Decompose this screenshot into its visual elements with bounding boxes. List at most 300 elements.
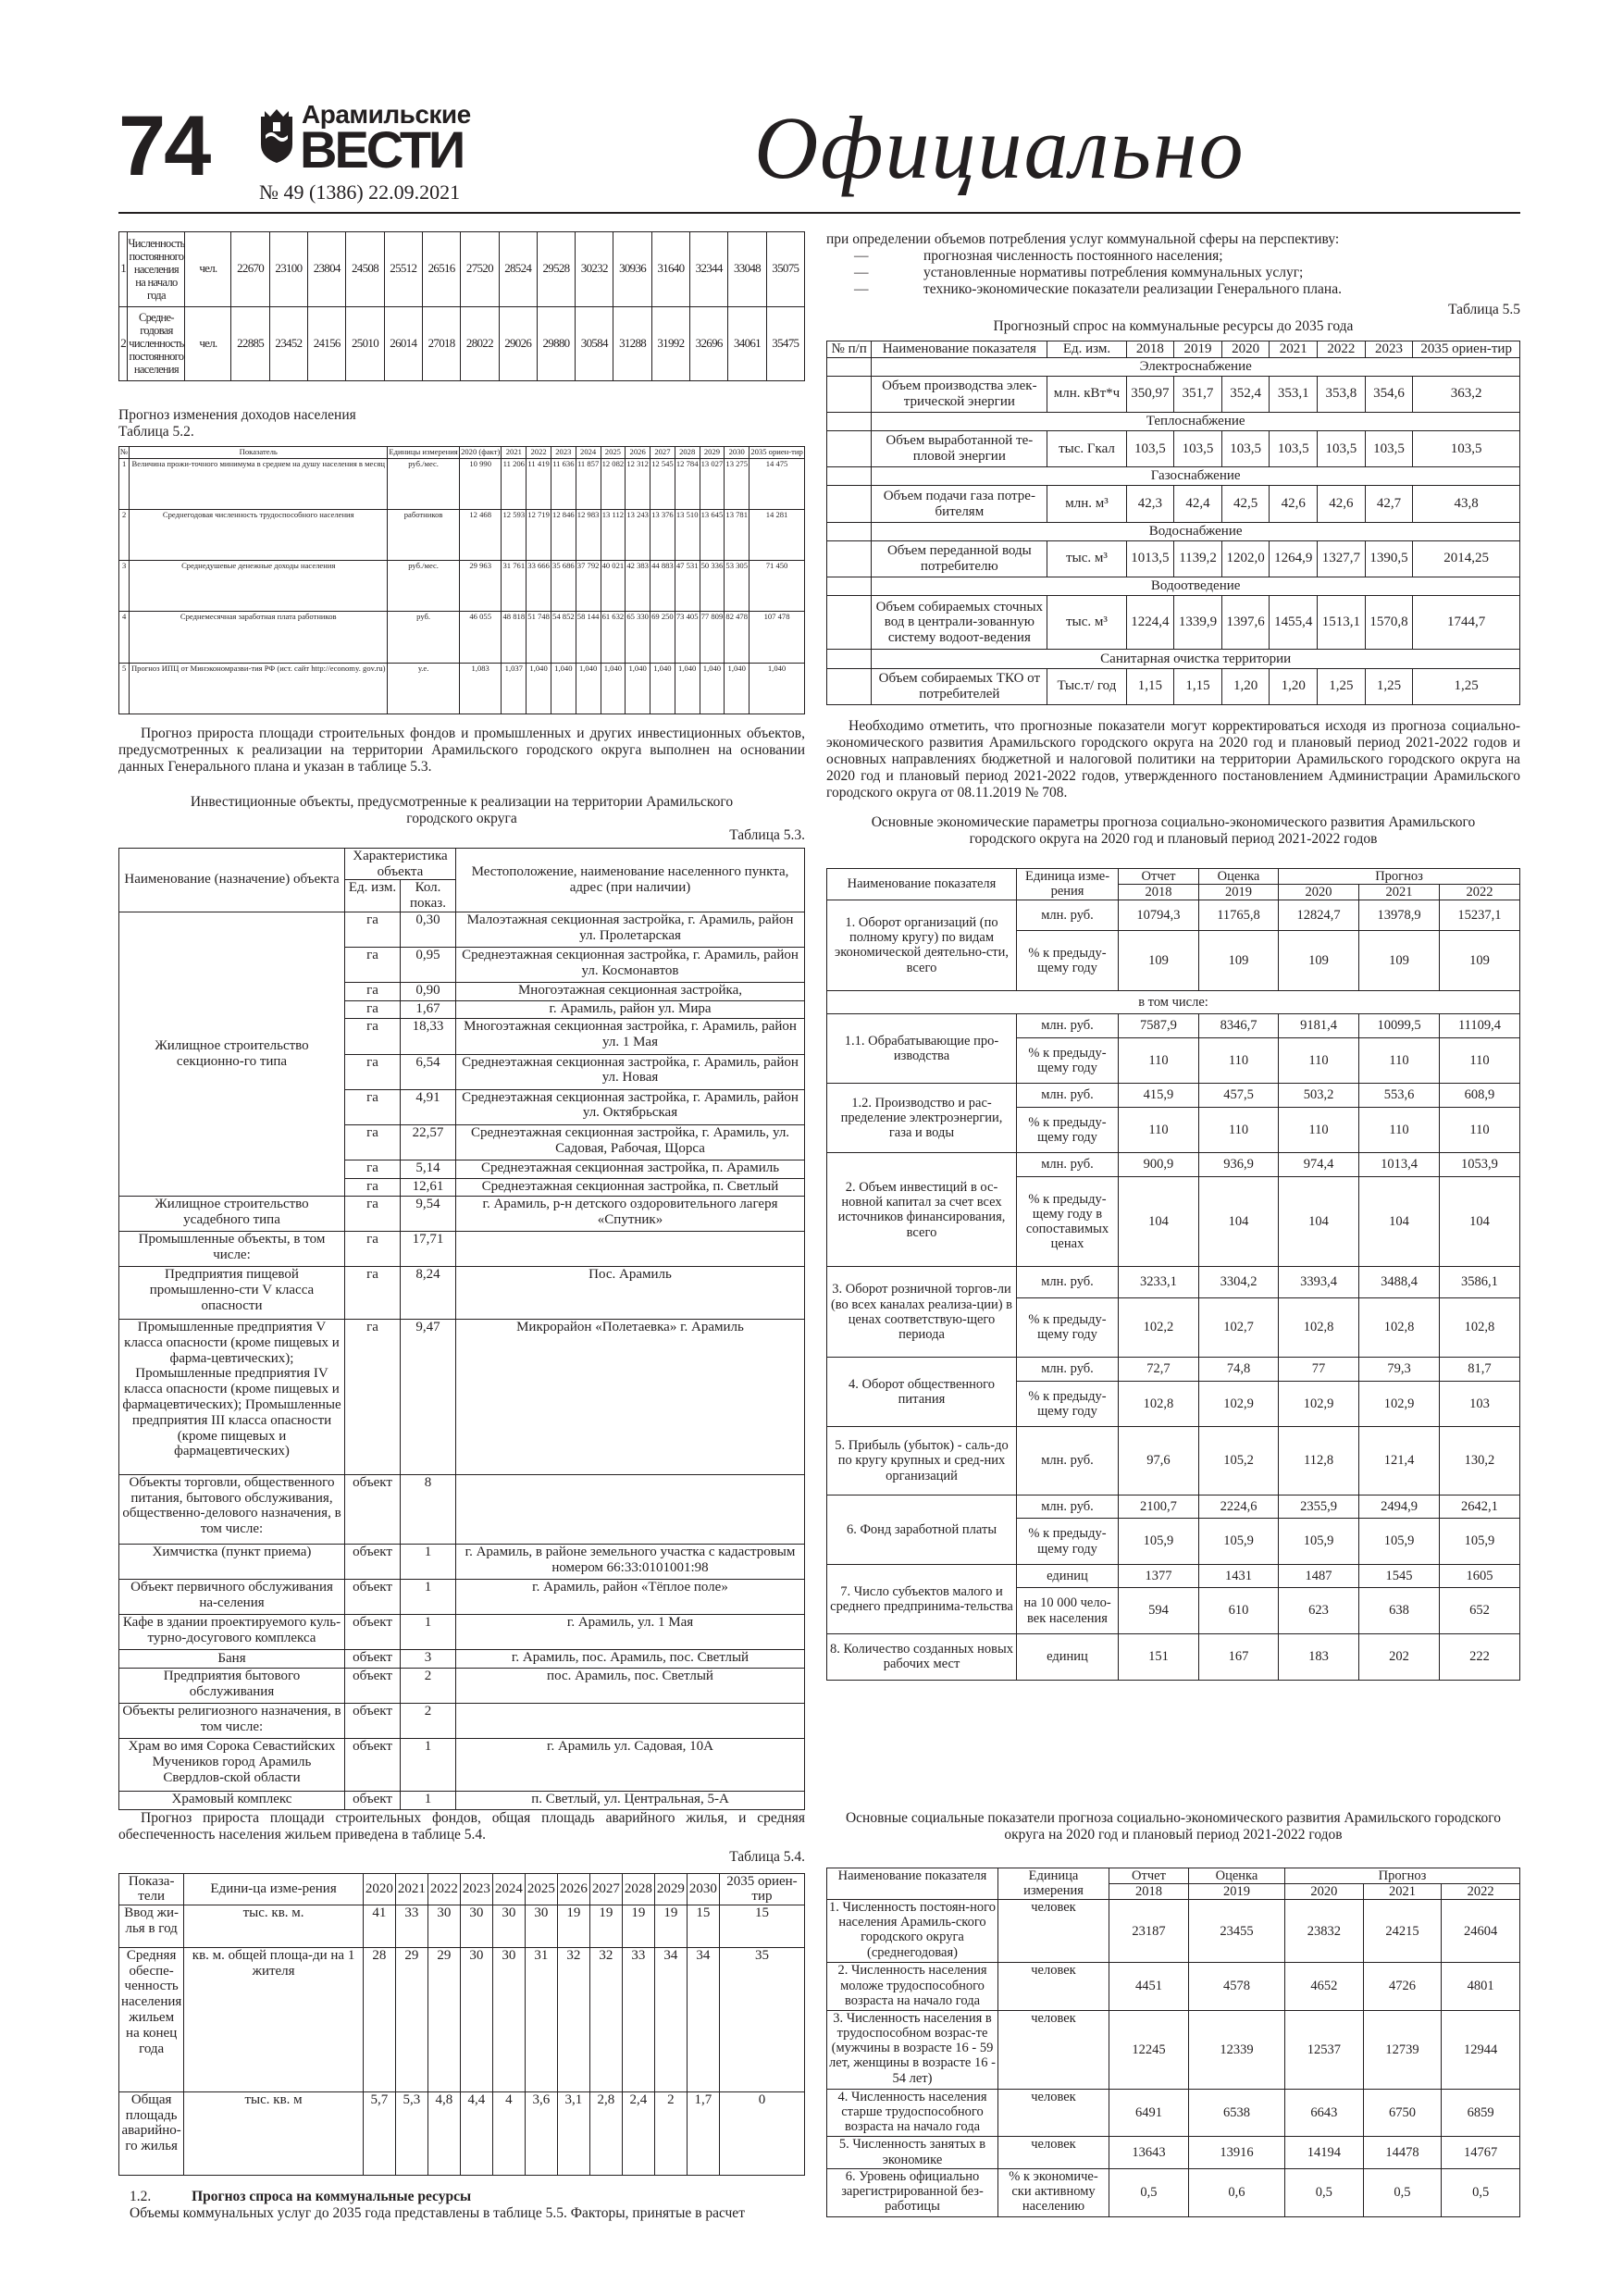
value-cell: 31288 [613, 306, 651, 381]
value-cell: 12339 [1188, 2010, 1284, 2089]
col-header-name: Наименование показателя [827, 868, 1017, 900]
header-row [119, 1873, 805, 1905]
value-cell: 8346,7 [1198, 1014, 1278, 1038]
header-divider [118, 212, 1520, 214]
location-cell: Среднеэтажная секционная застройка, г. Арамиль, район ул. Космонавтов [456, 948, 805, 983]
value-cell: 151 [1119, 1633, 1199, 1680]
value-cell: 222 [1439, 1633, 1519, 1680]
value-cell: 29528 [537, 232, 575, 307]
value-cell: 77 809 [700, 612, 725, 663]
table-row [827, 1633, 1520, 1680]
unit-cell: га [345, 1232, 401, 1267]
value-cell: 105,9 [1198, 1519, 1278, 1565]
column-header: Едини-ца изме-рения [184, 1873, 364, 1905]
objects-table [118, 848, 805, 1810]
value-cell: 25010 [346, 306, 384, 381]
empty-cell [827, 486, 872, 522]
value-cell: 42 383 [626, 561, 650, 612]
group-name: Жилищное строительство секционно-го типа [119, 912, 345, 1196]
value-cell: 6750 [1363, 2089, 1442, 2136]
value-cell: 19 [622, 1905, 654, 1948]
table-row [827, 2169, 1520, 2217]
subheading-cell: в том числе: [827, 990, 1520, 1014]
value-cell: 40 021 [601, 561, 626, 612]
col-header-forecast: Прогноз [1279, 868, 1520, 884]
income-table-label: Таблица 5.2. [118, 423, 194, 440]
value-cell: 104 [1359, 1176, 1440, 1267]
col-header-estimate: Оценка [1188, 1868, 1284, 1883]
value-cell: 0,5 [1285, 2169, 1364, 2217]
column-header: 2019 [1174, 341, 1222, 357]
value-cell: 1264,9 [1270, 540, 1318, 577]
location-cell: г. Арамиль, район «Тёплое поле» [456, 1580, 805, 1615]
section-title: Водоотведение [872, 577, 1520, 595]
col-header-unit: Единица изме-рения [1017, 868, 1119, 900]
value-cell: 104 [1279, 1176, 1359, 1267]
table-row [827, 1963, 1520, 2010]
value-cell: 110 [1279, 1037, 1359, 1084]
column-header: 2022 [427, 1873, 460, 1905]
table-row [119, 1650, 805, 1669]
row-name: Средне-годовая численность постоянного населения [128, 306, 185, 381]
utilities-table-label: Таблица 5.5 [1448, 301, 1520, 317]
row-name: 4. Численность населения старше трудоспособного возраста на начало года [827, 2089, 998, 2136]
value-cell: 1545 [1359, 1564, 1440, 1588]
value-cell: 22670 [231, 232, 269, 307]
value-cell: 2355,9 [1279, 1495, 1359, 1519]
row-name: Объем выработанной те-пловой энергии [872, 431, 1047, 467]
page-number: 74 [118, 99, 210, 193]
value-cell: 6491 [1109, 2089, 1189, 2136]
value-cell: 12739 [1363, 2010, 1442, 2089]
column-header: 2020 [1221, 341, 1270, 357]
unit-cell: га [345, 1267, 401, 1320]
qty-cell: 22,57 [401, 1124, 456, 1160]
row-unit: единиц [1017, 1564, 1119, 1588]
value-cell: 3304,2 [1198, 1267, 1278, 1297]
column-header: Ед. изм. [1047, 341, 1126, 357]
col-header-name: Наименование (назначение) объекта [119, 848, 345, 912]
value-cell: 1,040 [650, 663, 675, 714]
newspaper-logo [257, 100, 479, 179]
value-cell: 109 [1359, 931, 1440, 990]
row-unit: % к предыду-щему году [1017, 1297, 1119, 1357]
value-cell: тыс. кв. м. [184, 1905, 364, 1948]
column-header: 2025 [525, 1873, 557, 1905]
value-cell: руб. [388, 612, 460, 663]
value-cell: 353,1 [1270, 376, 1318, 412]
value-cell: 351,7 [1174, 376, 1222, 412]
value-cell: 34 [687, 1947, 719, 2091]
value-cell: 0 [719, 2091, 804, 2175]
value-cell: 23804 [308, 232, 346, 307]
column-header: Наименование показателя [872, 341, 1047, 357]
unit-cell: га [345, 1197, 401, 1232]
row-unit: млн. руб. [1017, 1084, 1119, 1108]
value-cell: 103,5 [1413, 431, 1520, 467]
row-unit: на 10 000 чело-век населения [1017, 1588, 1119, 1634]
value-cell: 33048 [728, 232, 766, 307]
value-cell: 29026 [499, 306, 537, 381]
table-row [119, 1668, 805, 1703]
empty-cell [827, 467, 872, 486]
value-cell: 33 666 [527, 561, 551, 612]
unit-cell: объект [345, 1544, 401, 1579]
value-cell: 1,040 [700, 663, 725, 714]
value-cell: 35075 [766, 232, 804, 307]
table-row [827, 668, 1520, 704]
section-row [827, 467, 1520, 486]
row-label: Общая площадь аварийно-го жилья [119, 2091, 184, 2175]
value-cell: 1339,9 [1174, 596, 1222, 650]
value-cell: 109 [1439, 931, 1519, 990]
unit-cell: объект [345, 1668, 401, 1703]
row-name: Объем собираемых ТКО от потребителей [872, 668, 1047, 704]
table-row [119, 1320, 805, 1475]
value-cell: 23187 [1109, 1900, 1189, 1963]
row-unit: человек [998, 1963, 1109, 2010]
table-row [827, 1358, 1520, 1382]
row-unit: млн. руб. [1017, 1495, 1119, 1519]
value-cell: 1,25 [1318, 668, 1366, 704]
value-cell: 12 593 [502, 509, 527, 560]
table-row [827, 540, 1520, 577]
value-cell: 109 [1279, 931, 1359, 990]
header-row [119, 446, 805, 458]
section-title: Санитарная очистка территории [872, 650, 1520, 668]
table-row [119, 1267, 805, 1320]
value-cell: 24215 [1363, 1900, 1442, 1963]
value-cell: 1455,4 [1270, 596, 1318, 650]
table-row [827, 900, 1520, 931]
row-name: 3. Оборот розничной торгов-ли (во всех каналах реализа-ции) в ценах соответствую-щего периода [827, 1267, 1017, 1358]
column-header: 2030 [687, 1873, 719, 1905]
section-row [827, 412, 1520, 430]
location-cell: Среднеэтажная секционная застройка, г. Арамиль, ул. Садовая, Рабочая, Щорса [456, 1124, 805, 1160]
row-unit: млн. кВт*ч [1047, 376, 1126, 412]
column-header: 2021 [1270, 341, 1318, 357]
location-cell: Среднеэтажная секционная застройка, п. Светлый [456, 1178, 805, 1197]
value-cell: 29 [427, 1947, 460, 2091]
value-cell: 32 [557, 1947, 589, 2091]
section-title: Прогноз спроса на коммунальные ресурсы [192, 2188, 472, 2204]
value-cell: 12 846 [551, 509, 576, 560]
value-cell: 12 468 [459, 509, 501, 560]
value-cell: 12245 [1109, 2010, 1189, 2089]
value-cell: 110 [1198, 1037, 1278, 1084]
value-cell: 900,9 [1119, 1153, 1199, 1177]
value-cell: 112,8 [1279, 1427, 1359, 1496]
unit-cell: га [345, 1000, 401, 1019]
qty-cell: 1,67 [401, 1000, 456, 1019]
value-cell: 15 [687, 1905, 719, 1948]
row-name: 6. Фонд заработной платы [827, 1495, 1017, 1564]
value-cell: 51 748 [527, 612, 551, 663]
table-row [827, 2089, 1520, 2136]
unit-cell: га [345, 1089, 401, 1124]
value-cell: 110 [1119, 1037, 1199, 1084]
value-cell: 19 [589, 1905, 622, 1948]
objects-table-label: Таблица 5.3. [729, 826, 805, 843]
value-cell: 11 206 [502, 458, 527, 509]
value-cell: 107 478 [750, 612, 805, 663]
value-cell: 1202,0 [1221, 540, 1270, 577]
value-cell: 974,4 [1279, 1153, 1359, 1177]
value-cell: 102,8 [1119, 1381, 1199, 1427]
column-header: 2027 [650, 446, 675, 458]
location-cell: Среднеэтажная секционная застройка, п. Арамиль [456, 1160, 805, 1178]
value-cell: 1139,2 [1174, 540, 1222, 577]
value-cell: 2224,6 [1198, 1495, 1278, 1519]
column-header: 2035 ориен-тир [719, 1873, 804, 1905]
value-cell: 26014 [384, 306, 422, 381]
value-cell: 102,8 [1279, 1297, 1359, 1357]
qty-cell: 1 [401, 1739, 456, 1792]
value-cell: 1,15 [1174, 668, 1222, 704]
row-unit: млн. руб. [1017, 1427, 1119, 1496]
column-header: Единицы измерения [388, 446, 460, 458]
value-cell: 29 963 [459, 561, 501, 612]
unit-cell: объект [345, 1580, 401, 1615]
value-cell: 23455 [1188, 1900, 1284, 1963]
column-header: 2029 [700, 446, 725, 458]
table-row [827, 1153, 1520, 1177]
row-unit: млн. руб. [1017, 1153, 1119, 1177]
value-cell: 1,25 [1413, 668, 1520, 704]
row-name: 1. Численность постоян-ного населения Арамиль-ского городского округа (среднегодовая) [827, 1900, 998, 1963]
value-cell: 102,9 [1279, 1381, 1359, 1427]
value-cell: 4652 [1285, 1963, 1364, 2010]
year-header: 2021 [1363, 1883, 1442, 1899]
row-unit: % к экономиче-ски активному населению [998, 2169, 1109, 2217]
value-cell: 102,9 [1359, 1381, 1440, 1427]
value-cell: 42,4 [1174, 486, 1222, 522]
empty-cell [827, 431, 872, 467]
value-cell: 50 336 [700, 561, 725, 612]
value-cell: 3,6 [525, 2091, 557, 2175]
row-name: 1.2. Производство и рас-пределение электроэнергии, газа и воды [827, 1084, 1017, 1153]
row-unit: % к предыду-щему году [1017, 1037, 1119, 1084]
year-header: 2019 [1188, 1883, 1284, 1899]
value-cell: 47 531 [675, 561, 700, 612]
value-cell: 103,5 [1365, 431, 1413, 467]
value-cell: 13 510 [675, 509, 700, 560]
unit-cell: га [345, 1320, 401, 1475]
value-cell: 30232 [576, 232, 613, 307]
qty-cell: 6,54 [401, 1054, 456, 1089]
col-header-location: Местоположение, наименование населенного пункта, адрес (при наличии) [456, 848, 805, 912]
value-cell: 61 632 [601, 612, 626, 663]
row-name: 4. Оборот общественного питания [827, 1358, 1017, 1427]
qty-cell: 3 [401, 1650, 456, 1669]
column-header: 2035 ориен-тир [750, 446, 805, 458]
table-row [827, 2137, 1520, 2169]
value-cell: 10099,5 [1359, 1014, 1440, 1038]
value-cell: 13 645 [700, 509, 725, 560]
housing-table [118, 1873, 805, 2176]
value-cell: 13 027 [700, 458, 725, 509]
object-name: Объекты религиозного назначения, в том числе: [119, 1704, 345, 1739]
row-label: 2 [119, 509, 130, 560]
location-cell: пос. Арамиль, пос. Светлый [456, 1668, 805, 1703]
value-cell: 15 [719, 1905, 804, 1948]
header-row [827, 341, 1520, 357]
value-cell: 2 [654, 2091, 687, 2175]
value-cell: 33 [622, 1947, 654, 2091]
table-row [119, 912, 805, 947]
location-cell [456, 1704, 805, 1739]
empty-cell [827, 650, 872, 668]
value-cell: 1,25 [1365, 668, 1413, 704]
location-cell: Среднеэтажная секционная застройка, г. Арамиль, район ул. Новая [456, 1054, 805, 1089]
value-cell: 1397,6 [1221, 596, 1270, 650]
row-unit: тыс. Гкал [1047, 431, 1126, 467]
qty-cell: 2 [401, 1668, 456, 1703]
value-cell: 1,040 [675, 663, 700, 714]
table-row [119, 1905, 805, 1948]
row-unit: тыс. м³ [1047, 540, 1126, 577]
value-cell: Величина прожи-точного минимума в среднем на душу населения в месяц [130, 458, 388, 509]
column-header: 2024 [492, 1873, 525, 1905]
value-cell: 13 275 [725, 458, 750, 509]
value-cell: 610 [1198, 1588, 1278, 1634]
value-cell: 6538 [1188, 2089, 1284, 2136]
unit-cell: га [345, 948, 401, 983]
row-unit: % к предыду-щему году [1017, 1519, 1119, 1565]
value-cell: 32696 [690, 306, 728, 381]
econ-title: Основные экономические параметры прогноза социально-экономического развития Арамильского городского округа на 2020 год и плановый период 2021-2022 годов [871, 813, 1476, 847]
column-header: № п/п [827, 341, 872, 357]
row-label: 4 [119, 612, 130, 663]
column-header: 2021 [395, 1873, 427, 1905]
location-cell: г. Арамиль, пос. Арамиль, пос. Светлый [456, 1650, 805, 1669]
unit-cell: га [345, 912, 401, 947]
value-cell: 121,4 [1359, 1427, 1440, 1496]
unit-cell: объект [345, 1650, 401, 1669]
value-cell: кв. м. общей площа-ди на 1 жителя [184, 1947, 364, 2091]
row-name: 2. Численность населения моложе трудоспособного возраста на начало года [827, 1963, 998, 2010]
value-cell: 110 [1359, 1107, 1440, 1153]
value-cell: 352,4 [1221, 376, 1270, 412]
column-header: 2029 [654, 1873, 687, 1905]
row-name: 1. Оборот организаций (по полному кругу) по видам экономической деятельно-сти, всего [827, 900, 1017, 991]
value-cell: у.е. [388, 663, 460, 714]
object-name: Промышленные объекты, в том числе: [119, 1232, 345, 1267]
value-cell: 12 784 [675, 458, 700, 509]
value-cell: 35475 [766, 306, 804, 381]
value-cell: 35 686 [551, 561, 576, 612]
value-cell: 103,5 [1221, 431, 1270, 467]
row-name: 7. Число субъектов малого и среднего предпринима-тельства [827, 1564, 1017, 1633]
row-unit: млн. руб. [1017, 1267, 1119, 1297]
value-cell: 11765,8 [1198, 900, 1278, 931]
value-cell: 1224,4 [1126, 596, 1174, 650]
qty-cell: 1 [401, 1580, 456, 1615]
column-header: 2030 [725, 446, 750, 458]
population-table [118, 231, 805, 381]
table-row [119, 458, 805, 509]
row-unit: млн. руб. [1017, 1358, 1119, 1382]
year-header: 2018 [1119, 884, 1199, 900]
table-row [827, 376, 1520, 412]
value-cell: 6859 [1442, 2089, 1520, 2136]
value-cell: 457,5 [1198, 1084, 1278, 1108]
value-cell: 3488,4 [1359, 1267, 1440, 1297]
value-cell: 594 [1119, 1588, 1199, 1634]
value-cell: 553,6 [1359, 1084, 1440, 1108]
value-cell: 58 144 [576, 612, 601, 663]
value-cell: 32 [589, 1947, 622, 2091]
social-title: Основные социальные показатели прогноза социально-экономического развития Арамильского городского округа на 2020 год и плановый период 2021-2022 годов [845, 1809, 1502, 1843]
row-name: 2. Объем инвестиций в ос-новной капитал за счет всех источников финансирования, всего [827, 1153, 1017, 1267]
qty-cell: 4,91 [401, 1089, 456, 1124]
value-cell: 110 [1279, 1107, 1359, 1153]
value-cell: 652 [1439, 1588, 1519, 1634]
row-name: Численность постоянного населения на начало года [128, 232, 185, 307]
table-row [827, 1900, 1520, 1963]
row-number: 2 [119, 306, 128, 381]
value-cell: 109 [1119, 931, 1199, 990]
section-row [827, 650, 1520, 668]
table-row [119, 509, 805, 560]
value-cell: 13643 [1109, 2137, 1189, 2169]
value-cell: 4451 [1109, 1963, 1189, 2010]
section-row [827, 522, 1520, 540]
value-cell: 77 [1279, 1358, 1359, 1382]
value-cell: 936,9 [1198, 1153, 1278, 1177]
qty-cell: 2 [401, 1704, 456, 1739]
empty-cell [827, 357, 872, 376]
value-cell: 104 [1439, 1176, 1519, 1267]
column-header: 2026 [557, 1873, 589, 1905]
location-cell: Многоэтажная секционная застройка, г. Арамиль, район ул. 1 Мая [456, 1019, 805, 1054]
factors-list [826, 248, 1520, 298]
row-unit: % к предыду-щему году [1017, 1381, 1119, 1427]
value-cell: 23100 [269, 232, 307, 307]
row-unit: человек [998, 2137, 1109, 2169]
location-cell [456, 1232, 805, 1267]
location-cell: Пос. Арамиль [456, 1267, 805, 1320]
unit-cell: га [345, 1054, 401, 1089]
object-name: Химчистка (пункт приема) [119, 1544, 345, 1579]
value-cell: 11 419 [527, 458, 551, 509]
value-cell: 3233,1 [1119, 1267, 1199, 1297]
table-row [119, 232, 805, 307]
qty-cell: 0,30 [401, 912, 456, 947]
value-cell: 28524 [499, 232, 537, 307]
year-header: 2022 [1442, 1883, 1520, 1899]
value-cell: 1,20 [1221, 668, 1270, 704]
column-header: 2028 [622, 1873, 654, 1905]
col-header-report: Отчет [1119, 868, 1199, 884]
value-cell: 1,037 [502, 663, 527, 714]
column-header: Показатель [130, 446, 388, 458]
object-name: Предприятия пищевой промышленно-сти V класса опасности [119, 1267, 345, 1320]
income-table [118, 446, 805, 714]
value-cell: 13 243 [626, 509, 650, 560]
value-cell: 1390,5 [1365, 540, 1413, 577]
unit-cell: га [345, 1178, 401, 1197]
value-cell: 33 [395, 1905, 427, 1948]
value-cell: 69 250 [650, 612, 675, 663]
value-cell: 110 [1439, 1107, 1519, 1153]
row-name: Объем производства элек-трической энергии [872, 376, 1047, 412]
location-cell [456, 1474, 805, 1544]
row-unit: % к предыду-щему году в сопоставимых ценах [1017, 1176, 1119, 1267]
object-name: Объект первичного обслуживания на-селения [119, 1580, 345, 1615]
value-cell: 3586,1 [1439, 1267, 1519, 1297]
value-cell: 42,6 [1318, 486, 1366, 522]
